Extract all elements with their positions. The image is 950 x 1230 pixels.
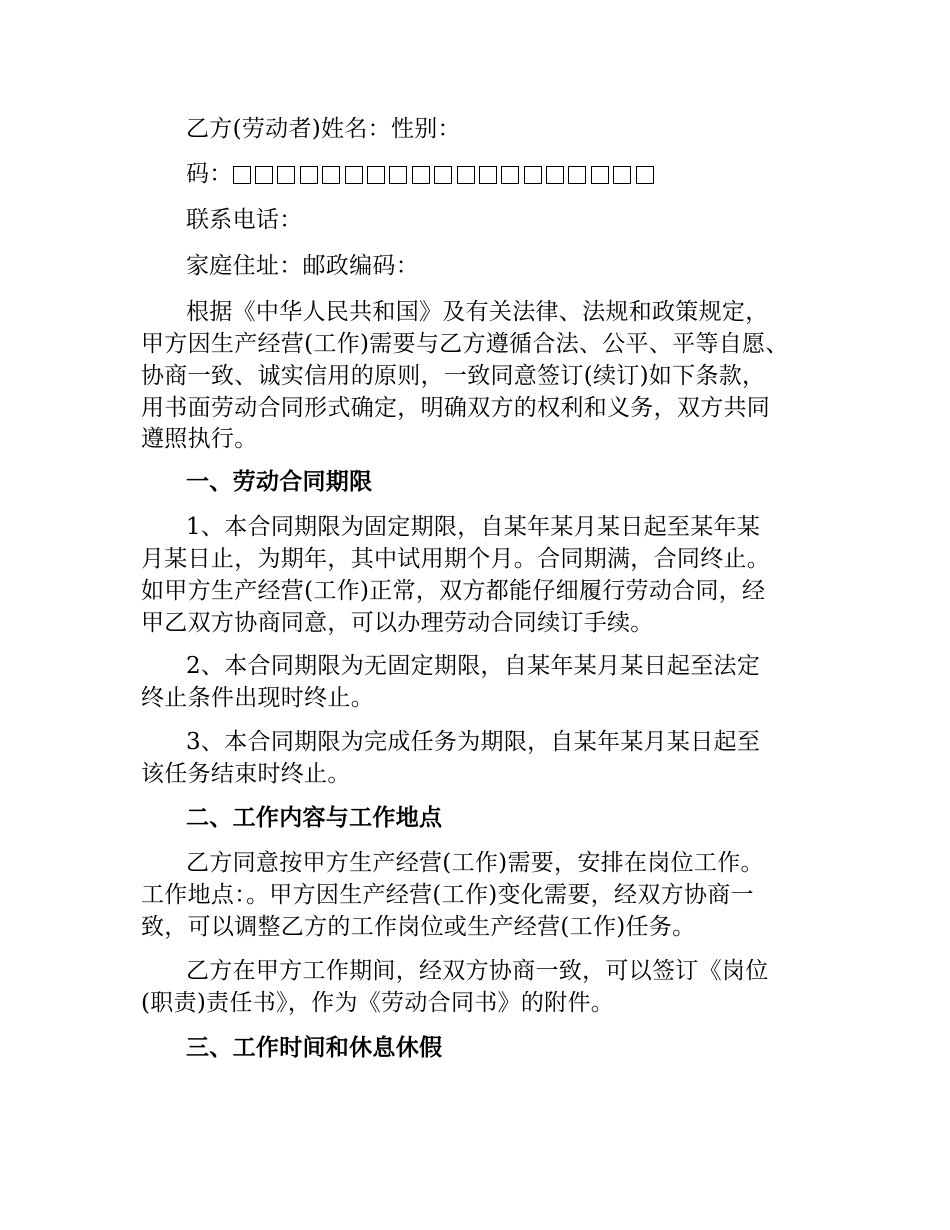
section-2-para-2-line: 乙方在甲方工作期间，经双方协商一致，可以签订《岗位 <box>186 958 769 984</box>
section-1-item-2-line: 终止条件出现时终止。 <box>141 685 374 711</box>
party-b-address-line: 家庭住址：邮政编码： <box>186 253 419 279</box>
id-code-box <box>255 166 273 184</box>
id-code-box <box>524 166 542 184</box>
id-code-box <box>568 166 586 184</box>
section-2-para-2-line: (职责)责任书》，作为《劳动合同书》的附件。 <box>141 990 615 1016</box>
section-1-item-1-line: 1、本合同期限为固定期限，自某年某月某日起至某年某 <box>186 514 761 540</box>
party-b-id-code-line <box>186 159 658 190</box>
section-1-item-1-line: 月某日止，为期年，其中试用期个月。合同期满，合同终止。 <box>141 546 771 572</box>
id-code-box <box>479 166 497 184</box>
section-1-item-1-line: 甲乙双方协商同意，可以办理劳动合同续订手续。 <box>141 610 654 636</box>
id-code-label: 码： <box>186 161 233 187</box>
section-3-heading: 三、工作时间和休息休假 <box>186 1034 443 1061</box>
id-code-box <box>613 166 631 184</box>
party-b-name-gender-line: 乙方(劳动者)姓名：性别： <box>186 116 461 142</box>
section-1-item-3-line: 该任务结束时终止。 <box>141 761 351 787</box>
id-code-box <box>434 166 452 184</box>
section-2-para-1-line: 致，可以调整乙方的工作岗位或生产经营(工作)任务。 <box>141 914 696 940</box>
id-code-box <box>345 166 363 184</box>
preamble-line: 协商一致、诚实信用的原则，一致同意签订(续订)如下条款， <box>141 363 766 389</box>
preamble-line: 甲方因生产经营(工作)需要与乙方遵循合法、公平、平等自愿、 <box>141 331 789 357</box>
preamble-line: 根据《中华人民共和国》及有关法律、法规和政策规定， <box>186 299 769 325</box>
id-code-boxes <box>233 160 658 190</box>
section-1-item-1-line: 如甲方生产经营(工作)正常，双方都能仔细履行劳动合同，经 <box>141 578 766 604</box>
id-code-box <box>636 166 654 184</box>
id-code-box <box>501 166 519 184</box>
id-code-box <box>300 166 318 184</box>
id-code-box <box>322 166 340 184</box>
section-1-item-2-line: 2、本合同期限为无固定期限，自某年某月某日起至法定 <box>186 653 761 679</box>
id-code-box <box>457 166 475 184</box>
section-2-para-1-line: 工作地点：。甲方因生产经营(工作)变化需要，经双方协商一 <box>141 882 754 908</box>
id-code-box <box>233 166 251 184</box>
id-code-box <box>412 166 430 184</box>
id-code-box <box>277 166 295 184</box>
section-2-heading: 二、工作内容与工作地点 <box>186 804 443 831</box>
section-1-item-3-line: 3、本合同期限为完成任务为期限，自某年某月某日起至 <box>186 729 761 755</box>
id-code-box <box>367 166 385 184</box>
preamble-line: 用书面劳动合同形式确定，明确双方的权利和义务，双方共同 <box>141 395 771 421</box>
id-code-box <box>591 166 609 184</box>
id-code-box <box>389 166 407 184</box>
party-b-phone-line: 联系电话： <box>186 207 303 233</box>
preamble-line: 遵照执行。 <box>141 426 258 452</box>
id-code-box <box>546 166 564 184</box>
section-2-para-1-line: 乙方同意按甲方生产经营(工作)需要，安排在岗位工作。 <box>186 850 764 876</box>
section-1-heading: 一、劳动合同期限 <box>186 468 373 495</box>
